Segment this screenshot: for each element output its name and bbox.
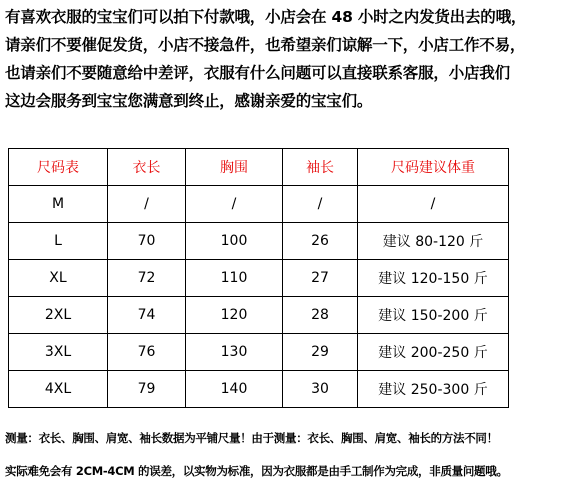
table-row: [9, 223, 509, 260]
bust-cell: /: [186, 186, 283, 223]
advice-cell: 建议 250-300 斤: [358, 371, 509, 408]
size-chart-table: [8, 148, 509, 408]
table-row: [9, 260, 509, 297]
notice-line: 这边会服务到宝宝您满意到终止，感谢亲爱的宝宝们。: [5, 92, 373, 110]
table-row: [9, 186, 509, 223]
sleeve-cell: 27: [283, 260, 358, 297]
advice-cell: 建议 200-250 斤: [358, 334, 509, 371]
table-row: [9, 371, 509, 408]
size-cell: 3XL: [9, 334, 108, 371]
sleeve-cell: 28: [283, 297, 358, 334]
bust-cell: 110: [186, 260, 283, 297]
header-sleeve: 袖长: [283, 149, 358, 186]
advice-cell: 建议 80-120 斤: [358, 223, 509, 260]
advice-cell: 建议 150-200 斤: [358, 297, 509, 334]
shop-notice: [5, 3, 580, 115]
measurement-notes: [5, 430, 580, 496]
note-line: 测量：衣长、胸围、肩宽、袖长数据为平铺尺量！由于测量：衣长、胸围、肩宽、袖长的方法不同！: [5, 431, 498, 445]
length-cell: 74: [108, 297, 186, 334]
length-cell: 72: [108, 260, 186, 297]
sleeve-cell: /: [283, 186, 358, 223]
table-header-row: [9, 149, 509, 186]
length-cell: 79: [108, 371, 186, 408]
sleeve-cell: 30: [283, 371, 358, 408]
length-cell: /: [108, 186, 186, 223]
header-bust: 胸围: [186, 149, 283, 186]
header-weight-advice: 尺码建议体重: [358, 149, 509, 186]
sleeve-cell: 29: [283, 334, 358, 371]
size-cell: XL: [9, 260, 108, 297]
header-length: 衣长: [108, 149, 186, 186]
sleeve-cell: 26: [283, 223, 358, 260]
advice-cell: 建议 120-150 斤: [358, 260, 509, 297]
advice-cell: /: [358, 186, 509, 223]
table-row: [9, 297, 509, 334]
note-line: 实际难免会有 2CM-4CM 的误差，以实物为标准，因为衣服都是由手工制作为完成，非质量问题哦。: [5, 464, 508, 478]
notice-line: 有喜欢衣服的宝宝们可以拍下付款哦，小店会在 48 小时之内发货出去的哦，: [5, 8, 527, 26]
table-row: [9, 334, 509, 371]
length-cell: 76: [108, 334, 186, 371]
size-cell: 4XL: [9, 371, 108, 408]
bust-cell: 130: [186, 334, 283, 371]
length-cell: 70: [108, 223, 186, 260]
size-cell: 2XL: [9, 297, 108, 334]
bust-cell: 140: [186, 371, 283, 408]
bust-cell: 100: [186, 223, 283, 260]
notice-line: 也请亲们不要随意给中差评，衣服有什么问题可以直接联系客服，小店我们: [5, 64, 510, 82]
size-chart-title: 尺码表: [9, 149, 108, 186]
notice-line: 请亲们不要催促发货，小店不接急件，也希望亲们谅解一下，小店工作不易，: [5, 36, 526, 54]
size-cell: M: [9, 186, 108, 223]
size-cell: L: [9, 223, 108, 260]
bust-cell: 120: [186, 297, 283, 334]
